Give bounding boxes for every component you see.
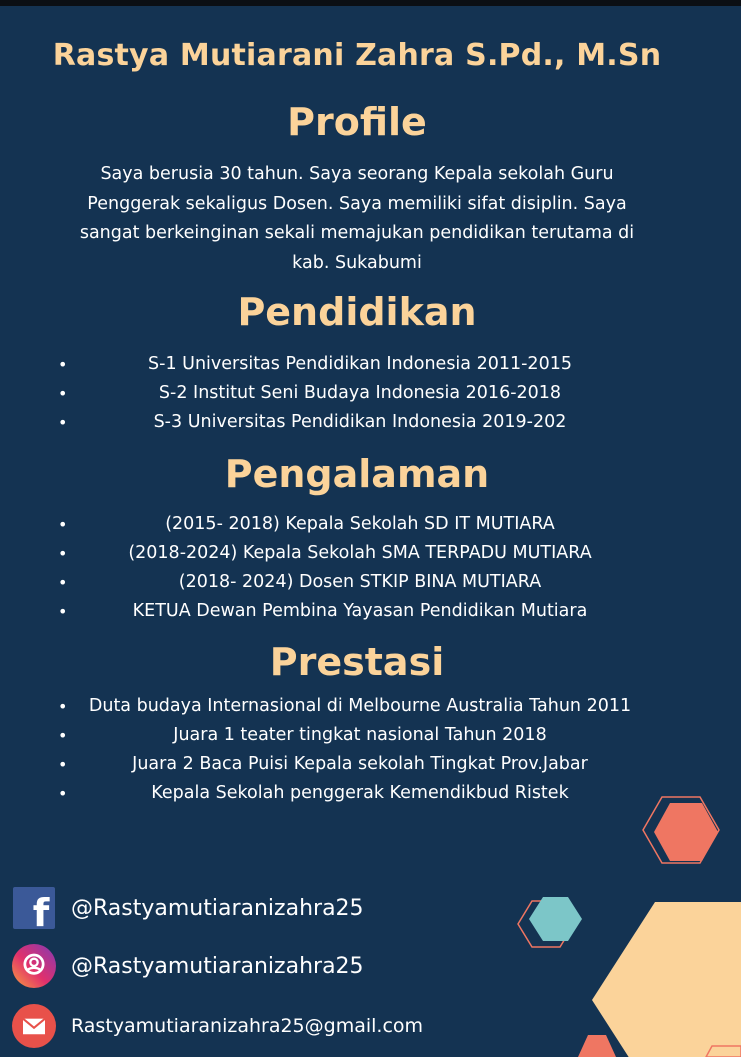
facebook-icon[interactable]	[12, 886, 56, 930]
list-item: • KETUA Dewan Pembina Yayasan Pendidikan Mutiara	[0, 597, 720, 626]
prestasi-heading: Prestasi	[269, 640, 445, 684]
person-name: Rastya Mutiarani Zahra S.Pd., M.Sn	[52, 38, 662, 73]
list-item: • S-3 Universitas Pendidikan Indonesia 2019-202	[0, 408, 720, 437]
hex-peach-large	[592, 902, 741, 1057]
hex-outline-corner	[706, 1046, 741, 1057]
email-address[interactable]: Rastyamutiaranizahra25@gmail.com	[71, 1015, 424, 1037]
list-item: • S-2 Institut Seni Budaya Indonesia 2016-2018	[0, 379, 720, 408]
bullet: •	[58, 355, 68, 374]
top-strip	[0, 0, 741, 6]
facebook-letter: f	[32, 891, 50, 929]
instagram-handle[interactable]: @Rastyamutiaranizahra25	[71, 953, 364, 979]
profile-line: Saya berusia 30 tahun. Saya seorang Kepala sekolah Guru	[100, 164, 614, 184]
facebook-handle[interactable]: @Rastyamutiaranizahra25	[71, 895, 364, 921]
list-item: • (2015- 2018) Kepala Sekolah SD IT MUTIARA	[0, 510, 720, 539]
list-item: • (2018-2024) Kepala Sekolah SMA TERPADU MUTIARA	[0, 539, 720, 568]
list-item: • Juara 2 Baca Puisi Kepala sekolah Tingkat Prov.Jabar	[0, 750, 720, 779]
bullet: •	[58, 413, 68, 432]
hex-teal-outline	[518, 901, 574, 947]
email-contact[interactable]	[12, 1004, 423, 1048]
bullet: •	[58, 726, 68, 745]
mail-icon[interactable]	[12, 1004, 56, 1048]
pendidikan-heading: Pendidikan	[237, 290, 477, 334]
pengalaman-list	[0, 510, 720, 626]
hex-coral	[654, 803, 718, 861]
prestasi-list	[0, 692, 720, 808]
list-item: • Juara 1 teater tingkat nasional Tahun 2018	[0, 721, 720, 750]
bullet: •	[58, 544, 68, 563]
profile-heading: Profile	[287, 100, 427, 144]
profile-line: sangat berkeinginan sekali memajukan pendidikan terutama di	[79, 223, 635, 243]
profile-line: Penggerak sekaligus Dosen. Saya memiliki sifat disiplin. Saya	[87, 193, 627, 214]
bullet: •	[58, 573, 68, 592]
profile-line: kab. Sukabumi	[292, 252, 422, 273]
instagram-icon[interactable]	[12, 944, 56, 988]
list-item: • Duta budaya Internasional di Melbourne Australia Tahun 2011	[0, 692, 720, 721]
hex-coral-corner	[578, 1035, 616, 1057]
facebook-contact[interactable]	[12, 886, 364, 930]
profile-text	[60, 160, 654, 278]
bullet: •	[58, 602, 68, 621]
bullet: •	[58, 755, 68, 774]
bullet: •	[58, 697, 68, 716]
bullet: •	[58, 384, 68, 403]
pengalaman-heading: Pengalaman	[224, 452, 490, 496]
list-item: • Kepala Sekolah penggerak Kemendikbud Ristek	[0, 779, 720, 808]
pendidikan-list	[0, 350, 720, 437]
list-item: • S-1 Universitas Pendidikan Indonesia 2011-2015	[0, 350, 720, 379]
bullet: •	[58, 515, 68, 534]
list-item: • (2018- 2024) Dosen STKIP BINA MUTIARA	[0, 568, 720, 597]
hex-teal	[529, 897, 582, 941]
instagram-contact[interactable]	[12, 944, 364, 988]
bullet: •	[58, 784, 68, 803]
